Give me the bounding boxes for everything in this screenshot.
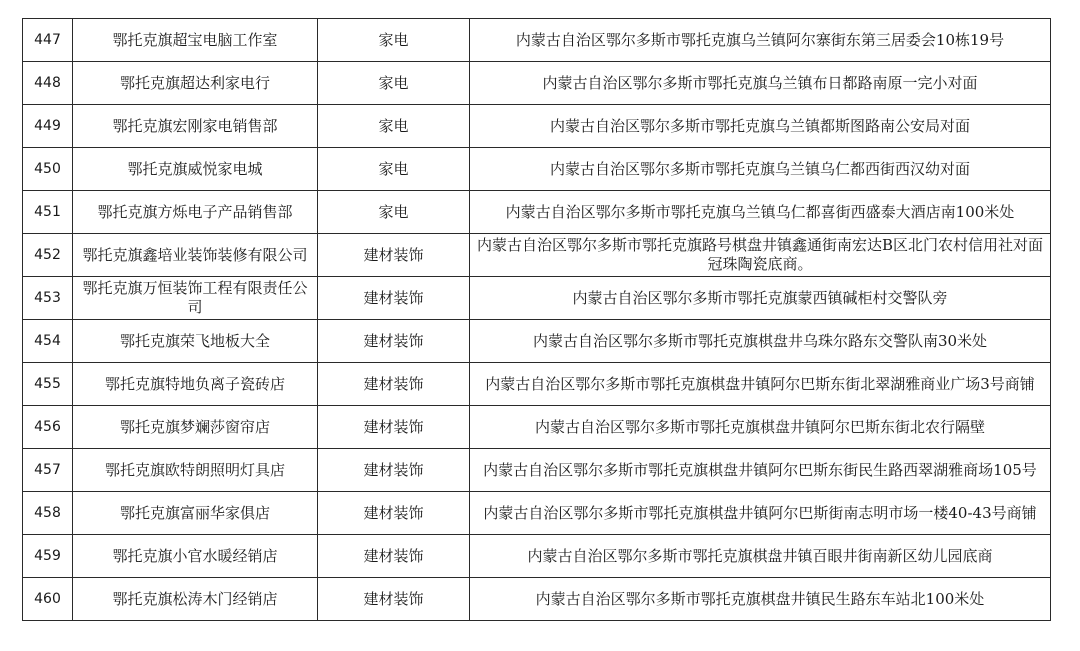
table-row bbox=[23, 578, 1051, 621]
table-row bbox=[23, 19, 1051, 62]
merchant-name: 鄂托克旗小官水暖经销店 bbox=[73, 535, 318, 578]
row-number: 453 bbox=[23, 277, 73, 320]
merchant-name: 鄂托克旗宏刚家电销售部 bbox=[73, 105, 318, 148]
table-row bbox=[23, 62, 1051, 105]
merchant-category: 建材装饰 bbox=[318, 277, 470, 320]
merchant-category: 建材装饰 bbox=[318, 320, 470, 363]
table-row bbox=[23, 105, 1051, 148]
merchant-address: 内蒙古自治区鄂尔多斯市鄂托克旗乌兰镇布日都路南原一完小对面 bbox=[470, 62, 1051, 105]
row-number: 449 bbox=[23, 105, 73, 148]
row-number: 450 bbox=[23, 148, 73, 191]
row-number: 455 bbox=[23, 363, 73, 406]
row-number: 451 bbox=[23, 191, 73, 234]
merchant-category: 建材装饰 bbox=[318, 406, 470, 449]
merchant-category: 家电 bbox=[318, 191, 470, 234]
merchant-category: 建材装饰 bbox=[318, 449, 470, 492]
merchant-address: 内蒙古自治区鄂尔多斯市鄂托克旗棋盘井镇阿尔巴斯东街北翠湖雅商业广场3号商铺 bbox=[470, 363, 1051, 406]
row-number: 452 bbox=[23, 234, 73, 277]
merchant-name: 鄂托克旗超宝电脑工作室 bbox=[73, 19, 318, 62]
merchant-name: 鄂托克旗松涛木门经销店 bbox=[73, 578, 318, 621]
merchant-name: 鄂托克旗鑫培业装饰装修有限公司 bbox=[73, 234, 318, 277]
merchant-address: 内蒙古自治区鄂尔多斯市鄂托克旗棋盘井镇民生路东车站北100米处 bbox=[470, 578, 1051, 621]
merchant-name: 鄂托克旗特地负离子瓷砖店 bbox=[73, 363, 318, 406]
row-number: 448 bbox=[23, 62, 73, 105]
row-number: 454 bbox=[23, 320, 73, 363]
table-row bbox=[23, 148, 1051, 191]
merchant-category: 建材装饰 bbox=[318, 578, 470, 621]
table-row bbox=[23, 320, 1051, 363]
merchant-name: 鄂托克旗富丽华家俱店 bbox=[73, 492, 318, 535]
merchant-name: 鄂托克旗方烁电子产品销售部 bbox=[73, 191, 318, 234]
row-number: 458 bbox=[23, 492, 73, 535]
merchant-category: 建材装饰 bbox=[318, 363, 470, 406]
merchant-category: 家电 bbox=[318, 105, 470, 148]
table-row bbox=[23, 406, 1051, 449]
row-number: 459 bbox=[23, 535, 73, 578]
merchant-address: 内蒙古自治区鄂尔多斯市鄂托克旗棋盘井镇阿尔巴斯东街北农行隔壁 bbox=[470, 406, 1051, 449]
merchant-name: 鄂托克旗威悦家电城 bbox=[73, 148, 318, 191]
row-number: 457 bbox=[23, 449, 73, 492]
table-row bbox=[23, 277, 1051, 320]
merchant-category: 家电 bbox=[318, 19, 470, 62]
merchant-address: 内蒙古自治区鄂尔多斯市鄂托克旗乌兰镇乌仁都西街西汉幼对面 bbox=[470, 148, 1051, 191]
merchant-table bbox=[22, 18, 1051, 621]
merchant-category: 家电 bbox=[318, 148, 470, 191]
merchant-name: 鄂托克旗超达利家电行 bbox=[73, 62, 318, 105]
merchant-address: 内蒙古自治区鄂尔多斯市鄂托克旗棋盘井镇阿尔巴斯东街民生路西翠湖雅商场105号 bbox=[470, 449, 1051, 492]
merchant-address: 内蒙古自治区鄂尔多斯市鄂托克旗蒙西镇碱柜村交警队旁 bbox=[470, 277, 1051, 320]
merchant-name: 鄂托克旗欧特朗照明灯具店 bbox=[73, 449, 318, 492]
table-row bbox=[23, 191, 1051, 234]
row-number: 460 bbox=[23, 578, 73, 621]
merchant-address: 内蒙古自治区鄂尔多斯市鄂托克旗乌兰镇阿尔寨街东第三居委会10栋19号 bbox=[470, 19, 1051, 62]
merchant-address: 内蒙古自治区鄂尔多斯市鄂托克旗棋盘井镇百眼井街南新区幼儿园底商 bbox=[470, 535, 1051, 578]
merchant-category: 建材装饰 bbox=[318, 492, 470, 535]
merchant-name: 鄂托克旗梦斓莎窗帘店 bbox=[73, 406, 318, 449]
merchant-name: 鄂托克旗万恒装饰工程有限责任公司 bbox=[73, 277, 318, 320]
table-row bbox=[23, 492, 1051, 535]
merchant-address: 内蒙古自治区鄂尔多斯市鄂托克旗棋盘井镇阿尔巴斯街南志明市场一楼40-43号商铺 bbox=[470, 492, 1051, 535]
row-number: 447 bbox=[23, 19, 73, 62]
merchant-name: 鄂托克旗荣飞地板大全 bbox=[73, 320, 318, 363]
merchant-address: 内蒙古自治区鄂尔多斯市鄂托克旗棋盘井乌珠尔路东交警队南30米处 bbox=[470, 320, 1051, 363]
merchant-category: 建材装饰 bbox=[318, 535, 470, 578]
merchant-table-body bbox=[23, 19, 1051, 621]
row-number: 456 bbox=[23, 406, 73, 449]
merchant-address: 内蒙古自治区鄂尔多斯市鄂托克旗乌兰镇乌仁都喜街西盛泰大酒店南100米处 bbox=[470, 191, 1051, 234]
merchant-category: 家电 bbox=[318, 62, 470, 105]
merchant-category: 建材装饰 bbox=[318, 234, 470, 277]
table-row bbox=[23, 363, 1051, 406]
table-row bbox=[23, 535, 1051, 578]
table-row bbox=[23, 234, 1051, 277]
table-row bbox=[23, 449, 1051, 492]
merchant-address: 内蒙古自治区鄂尔多斯市鄂托克旗路号棋盘井镇鑫通街南宏达B区北门农村信用社对面冠珠陶瓷底商。 bbox=[470, 234, 1051, 277]
merchant-address: 内蒙古自治区鄂尔多斯市鄂托克旗乌兰镇都斯图路南公安局对面 bbox=[470, 105, 1051, 148]
